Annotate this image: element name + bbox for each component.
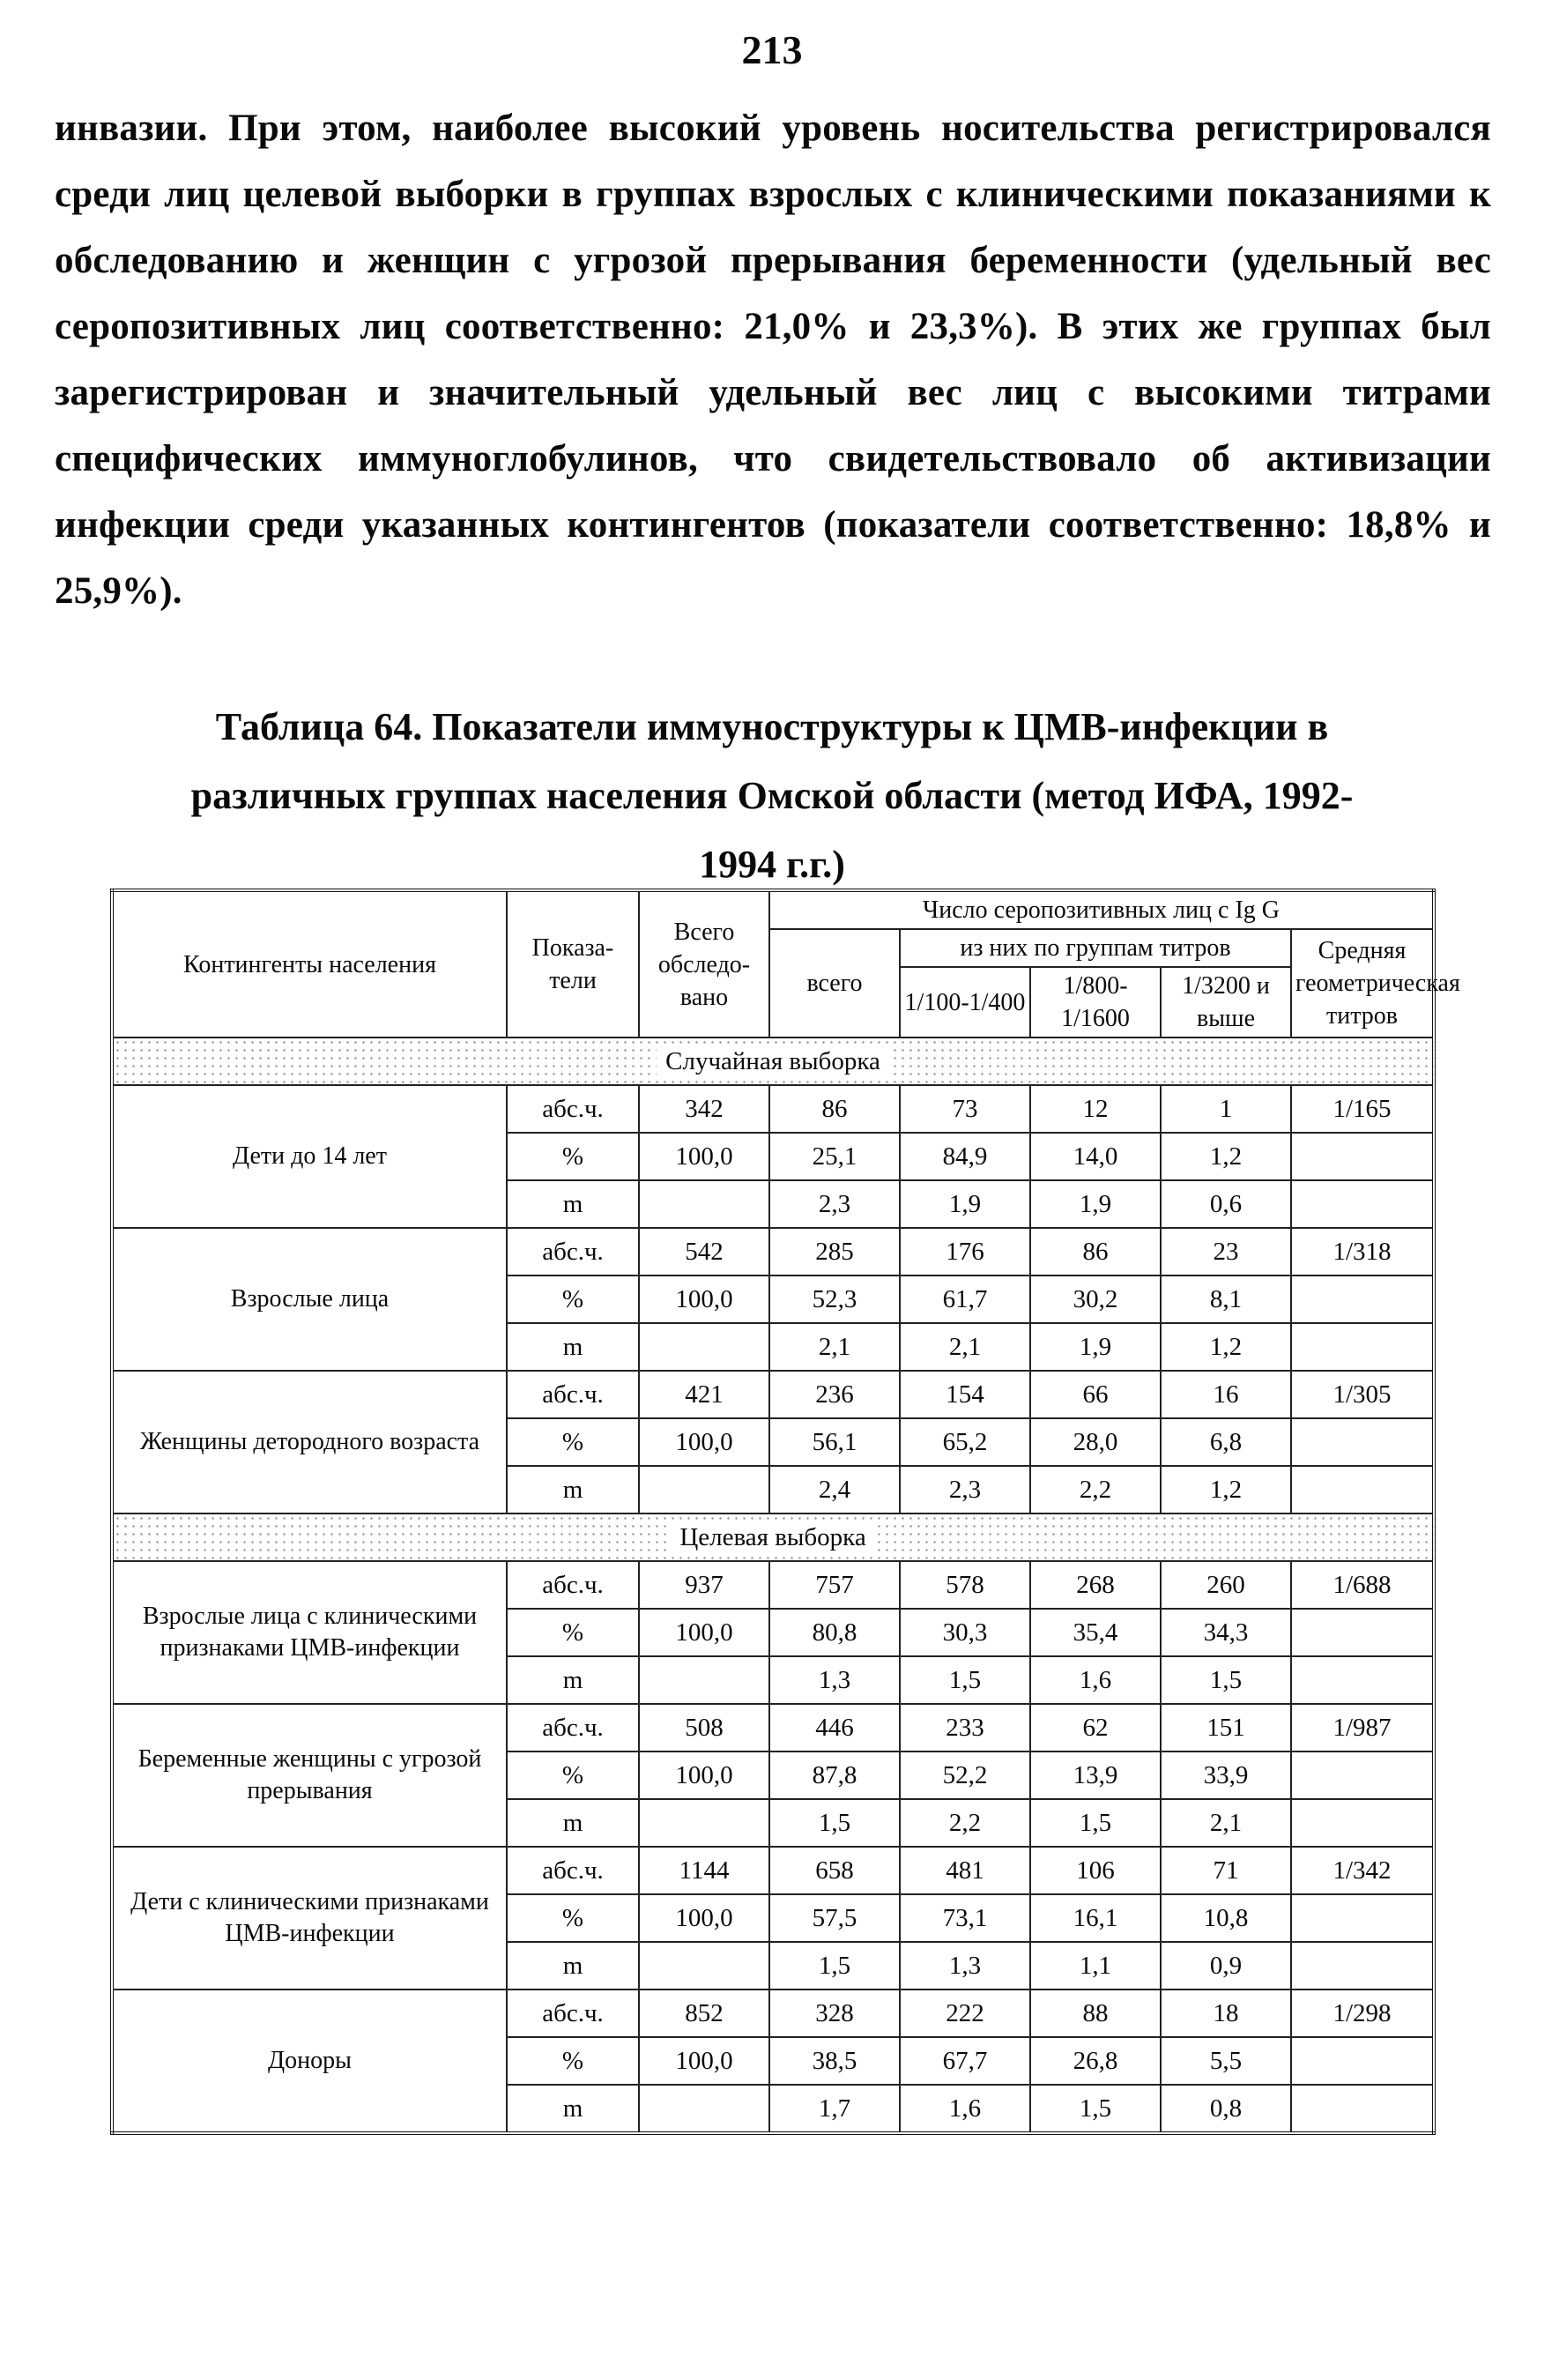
titer-2-cell: 2,2: [1030, 1466, 1161, 1514]
titer-2-cell: 66: [1030, 1371, 1161, 1418]
titer-1-cell: 154: [900, 1371, 1030, 1418]
titer-1-cell: 2,1: [900, 1323, 1030, 1371]
table-row: [112, 1847, 1434, 1894]
titer-1-cell: 222: [900, 1990, 1030, 2037]
indicator-cell: %: [507, 1276, 639, 1323]
titer-3-cell: 6,8: [1161, 1418, 1291, 1466]
examined-cell: 1144: [639, 1847, 769, 1894]
table-row: [112, 1371, 1434, 1418]
titer-3-cell: 18: [1161, 1990, 1291, 2037]
group-name-cell: Дети с клиническими признаками ЦМВ-инфекции: [112, 1847, 507, 1990]
titer-3-cell: 8,1: [1161, 1276, 1291, 1323]
geomean-cell: 1/305: [1291, 1371, 1434, 1418]
header-geomean: Средняя геометрическая титров: [1291, 929, 1434, 1038]
indicator-cell: %: [507, 1133, 639, 1180]
indicator-cell: абс.ч.: [507, 1704, 639, 1752]
titer-3-cell: 34,3: [1161, 1609, 1291, 1656]
examined-cell: [639, 1656, 769, 1704]
geomean-cell: [1291, 1799, 1434, 1847]
examined-cell: [639, 1942, 769, 1990]
titer-1-cell: 61,7: [900, 1276, 1030, 1323]
titer-1-cell: 233: [900, 1704, 1030, 1752]
titer-2-cell: 88: [1030, 1990, 1161, 2037]
titer-2-cell: 1,9: [1030, 1323, 1161, 1371]
table-header: [112, 890, 1460, 1038]
titer-3-cell: 71: [1161, 1847, 1291, 1894]
titer-3-cell: 260: [1161, 1561, 1291, 1609]
body-paragraph: [55, 95, 1491, 624]
header-total: всего: [769, 929, 900, 1038]
examined-cell: 100,0: [639, 1752, 769, 1799]
examined-cell: 937: [639, 1561, 769, 1609]
titer-1-cell: 84,9: [900, 1133, 1030, 1180]
geomean-cell: [1291, 1180, 1434, 1228]
geomean-cell: 1/165: [1291, 1085, 1434, 1133]
group-name-cell: Взрослые лица с клиническими признаками ЦМВ-инфекции: [112, 1561, 507, 1704]
titer-1-cell: 578: [900, 1561, 1030, 1609]
indicator-cell: абс.ч.: [507, 1371, 639, 1418]
total-cell: 2,1: [769, 1323, 900, 1371]
indicator-cell: %: [507, 1894, 639, 1942]
titer-2-cell: 1,6: [1030, 1656, 1161, 1704]
examined-cell: [639, 1466, 769, 1514]
titer-1-cell: 1,9: [900, 1180, 1030, 1228]
immunostructure-table: [110, 889, 1460, 2135]
titer-1-cell: 52,2: [900, 1752, 1030, 1799]
titer-2-cell: 16,1: [1030, 1894, 1161, 1942]
titer-1-cell: 73: [900, 1085, 1030, 1133]
titer-1-cell: 1,5: [900, 1656, 1030, 1704]
titer-3-cell: 23: [1161, 1228, 1291, 1276]
examined-cell: 852: [639, 1990, 769, 2037]
examined-cell: 100,0: [639, 1894, 769, 1942]
section-title-text: Целевая выборка: [671, 1523, 874, 1551]
header-seropositive: Число серопозитивных лиц с Ig G: [769, 890, 1434, 929]
examined-cell: 100,0: [639, 2037, 769, 2085]
indicator-cell: m: [507, 1180, 639, 1228]
geomean-cell: [1291, 1276, 1434, 1323]
titer-2-cell: 12: [1030, 1085, 1161, 1133]
section-row: [112, 1038, 1434, 1085]
titer-1-cell: 481: [900, 1847, 1030, 1894]
group-name-cell: Женщины детородного возраста: [112, 1371, 507, 1514]
titer-2-cell: 28,0: [1030, 1418, 1161, 1466]
geomean-cell: [1291, 1752, 1434, 1799]
group-name-cell: Беременные женщины с угрозой прерывания: [112, 1704, 507, 1847]
total-cell: 658: [769, 1847, 900, 1894]
geomean-cell: [1291, 1418, 1434, 1466]
examined-cell: 100,0: [639, 1418, 769, 1466]
total-cell: 1,7: [769, 2085, 900, 2133]
titer-2-cell: 35,4: [1030, 1609, 1161, 1656]
total-cell: 25,1: [769, 1133, 900, 1180]
geomean-cell: [1291, 2037, 1434, 2085]
examined-cell: 100,0: [639, 1133, 769, 1180]
titer-3-cell: 1,5: [1161, 1656, 1291, 1704]
table-row: [112, 1561, 1434, 1609]
header-indicator: Показа-тели: [507, 890, 639, 1038]
total-cell: 2,3: [769, 1180, 900, 1228]
titer-2-cell: 1,5: [1030, 2085, 1161, 2133]
examined-cell: 421: [639, 1371, 769, 1418]
titer-3-cell: 16: [1161, 1371, 1291, 1418]
total-cell: 2,4: [769, 1466, 900, 1514]
titer-3-cell: 1,2: [1161, 1323, 1291, 1371]
geomean-cell: 1/987: [1291, 1704, 1434, 1752]
indicator-cell: m: [507, 1466, 639, 1514]
group-name-cell: Взрослые лица: [112, 1228, 507, 1371]
examined-cell: 508: [639, 1704, 769, 1752]
examined-cell: 100,0: [639, 1276, 769, 1323]
titer-1-cell: 73,1: [900, 1894, 1030, 1942]
total-cell: 1,5: [769, 1799, 900, 1847]
geomean-cell: [1291, 1942, 1434, 1990]
titer-3-cell: 5,5: [1161, 2037, 1291, 2085]
titer-1-cell: 67,7: [900, 2037, 1030, 2085]
titer-3-cell: 0,6: [1161, 1180, 1291, 1228]
group-name-cell: Дети до 14 лет: [112, 1085, 507, 1228]
titer-1-cell: 1,6: [900, 2085, 1030, 2133]
titer-2-cell: 106: [1030, 1847, 1161, 1894]
header-contingent: Контингенты населения: [112, 890, 507, 1038]
section-title-text: Случайная выборка: [657, 1047, 889, 1075]
titer-3-cell: 1,2: [1161, 1466, 1291, 1514]
examined-cell: 542: [639, 1228, 769, 1276]
indicator-cell: m: [507, 1942, 639, 1990]
table-row: [112, 1228, 1434, 1276]
titer-3-cell: 1,2: [1161, 1133, 1291, 1180]
header-total-examined: Всего обследо-вано: [639, 890, 769, 1038]
total-cell: 52,3: [769, 1276, 900, 1323]
titer-3-cell: 33,9: [1161, 1752, 1291, 1799]
total-cell: 328: [769, 1990, 900, 2037]
indicator-cell: абс.ч.: [507, 1847, 639, 1894]
table-row: [112, 1990, 1434, 2037]
titer-3-cell: 0,9: [1161, 1942, 1291, 1990]
indicator-cell: %: [507, 2037, 639, 2085]
geomean-cell: [1291, 1466, 1434, 1514]
geomean-cell: 1/318: [1291, 1228, 1434, 1276]
titer-2-cell: 268: [1030, 1561, 1161, 1609]
titer-2-cell: 1,9: [1030, 1180, 1161, 1228]
indicator-cell: %: [507, 1418, 639, 1466]
geomean-cell: 1/342: [1291, 1847, 1434, 1894]
indicator-cell: m: [507, 1656, 639, 1704]
total-cell: 57,5: [769, 1894, 900, 1942]
total-cell: 87,8: [769, 1752, 900, 1799]
paragraph-text: инвазии. При этом, наиболее высокий уровень носительства регистрировался среди лиц целевой выборки в группах взрослых с клиническими показаниями к обследованию и женщин с угрозой прерывания беременности (удельный вес серопозитивных лиц соответственно: 21,0% и 23,3%). В этих же группах был зарегистрирован и значительный удельный вес лиц с высокими титрами специфических иммуноглобулинов, что свидетельствовало об активизации инфекции среди указанных контингентов (показатели соответственно: 18,8% и 25,9%).: [55, 108, 1491, 612]
total-cell: 757: [769, 1561, 900, 1609]
geomean-cell: [1291, 1609, 1434, 1656]
table-caption: Таблица 64. Показатели иммуноструктуры к ЦМВ-инфекции в различных группах населения Омской области (метод ИФА, 1992-1994 г.г.): [190, 705, 1354, 886]
total-cell: 236: [769, 1371, 900, 1418]
geomean-cell: [1291, 1656, 1434, 1704]
indicator-cell: абс.ч.: [507, 1085, 639, 1133]
titer-1-cell: 30,3: [900, 1609, 1030, 1656]
geomean-cell: [1291, 1133, 1434, 1180]
section-row: [112, 1514, 1434, 1561]
titer-3-cell: 2,1: [1161, 1799, 1291, 1847]
titer-2-cell: 1,1: [1030, 1942, 1161, 1990]
titer-3-cell: 1: [1161, 1085, 1291, 1133]
indicator-cell: абс.ч.: [507, 1561, 639, 1609]
examined-cell: [639, 1180, 769, 1228]
titer-2-cell: 14,0: [1030, 1133, 1161, 1180]
titer-2-cell: 62: [1030, 1704, 1161, 1752]
titer-2-cell: 26,8: [1030, 2037, 1161, 2085]
section-title: [112, 1514, 1434, 1561]
geomean-cell: [1291, 1323, 1434, 1371]
header-titer-2: 1/800-1/1600: [1030, 967, 1161, 1038]
total-cell: 446: [769, 1704, 900, 1752]
indicator-cell: абс.ч.: [507, 1990, 639, 2037]
total-cell: 1,3: [769, 1656, 900, 1704]
titer-1-cell: 2,2: [900, 1799, 1030, 1847]
header-titer-1: 1/100-1/400: [900, 967, 1030, 1038]
total-cell: 86: [769, 1085, 900, 1133]
titer-2-cell: 13,9: [1030, 1752, 1161, 1799]
titer-3-cell: 0,8: [1161, 2085, 1291, 2133]
page-number: 213: [741, 27, 803, 72]
total-cell: 56,1: [769, 1418, 900, 1466]
table-container: [110, 889, 1460, 2135]
titer-3-cell: 10,8: [1161, 1894, 1291, 1942]
total-cell: 285: [769, 1228, 900, 1276]
header-titer-3: 1/3200 и выше: [1161, 967, 1291, 1038]
titer-2-cell: 30,2: [1030, 1276, 1161, 1323]
indicator-cell: m: [507, 1323, 639, 1371]
group-name-cell: Доноры: [112, 1990, 507, 2133]
geomean-cell: 1/298: [1291, 1990, 1434, 2037]
total-cell: 1,5: [769, 1942, 900, 1990]
table-body: [112, 1038, 1434, 2133]
table-row: [112, 1085, 1434, 1133]
titer-2-cell: 86: [1030, 1228, 1161, 1276]
geomean-cell: [1291, 1894, 1434, 1942]
total-cell: 80,8: [769, 1609, 900, 1656]
indicator-cell: %: [507, 1752, 639, 1799]
examined-cell: 100,0: [639, 1609, 769, 1656]
indicator-cell: абс.ч.: [507, 1228, 639, 1276]
section-title: [112, 1038, 1434, 1085]
examined-cell: [639, 2085, 769, 2133]
total-cell: 38,5: [769, 2037, 900, 2085]
titer-2-cell: 1,5: [1030, 1799, 1161, 1847]
titer-1-cell: 1,3: [900, 1942, 1030, 1990]
examined-cell: [639, 1323, 769, 1371]
header-by-titer: из них по группам титров: [900, 929, 1291, 967]
titer-1-cell: 2,3: [900, 1466, 1030, 1514]
geomean-cell: [1291, 2085, 1434, 2133]
examined-cell: [639, 1799, 769, 1847]
titer-3-cell: 151: [1161, 1704, 1291, 1752]
titer-1-cell: 176: [900, 1228, 1030, 1276]
titer-1-cell: 65,2: [900, 1418, 1030, 1466]
indicator-cell: %: [507, 1609, 639, 1656]
table-row: [112, 1704, 1434, 1752]
indicator-cell: m: [507, 2085, 639, 2133]
examined-cell: 342: [639, 1085, 769, 1133]
geomean-cell: 1/688: [1291, 1561, 1434, 1609]
indicator-cell: m: [507, 1799, 639, 1847]
